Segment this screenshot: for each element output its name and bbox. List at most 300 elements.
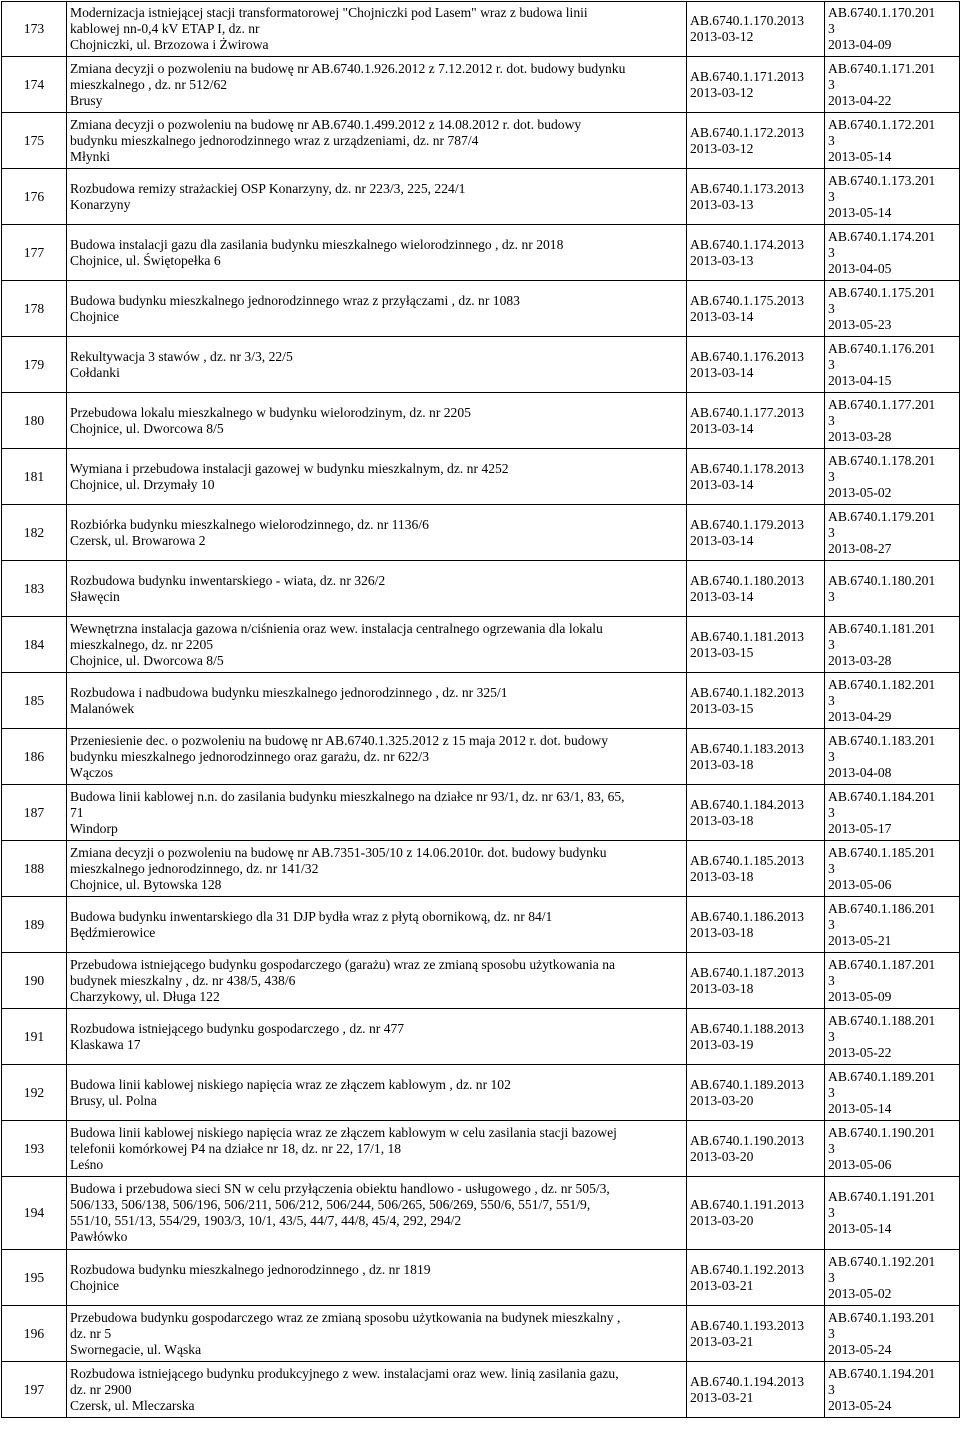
description-cell-line: Konarzyny — [70, 196, 131, 212]
description-cell — [67, 2, 687, 57]
description-cell-line: telefonii komórkowej P4 na działce nr 18, dz. nr 22, 17/1, 18 — [70, 1140, 402, 1156]
decision-cell-line: 2013-05-22 — [828, 1044, 892, 1060]
description-cell-line: Charzykowy, ul. Długa 122 — [70, 988, 220, 1004]
description-cell — [67, 897, 687, 953]
case-number-cell — [687, 841, 825, 897]
decision-cell-line: AB.6740.1.186.201 — [828, 900, 936, 916]
case-number-cell-line: AB.6740.1.173.2013 — [690, 180, 805, 196]
case-number-cell-line: 2013-03-14 — [690, 420, 754, 436]
case-number-cell-line: 2013-03-14 — [690, 308, 754, 324]
decision-cell-line: AB.6740.1.180.201 — [828, 572, 936, 588]
table-row — [2, 505, 960, 561]
decision-cell-line: AB.6740.1.181.201 — [828, 620, 936, 636]
row-number: 195 — [2, 1250, 67, 1306]
row-number: 176 — [2, 169, 67, 225]
description-cell-line: Budowa budynku inwentarskiego dla 31 DJP bydła wraz z płytą obornikową, dz. nr 84/1 — [70, 908, 553, 924]
decision-cell-line: AB.6740.1.187.201 — [828, 956, 936, 972]
case-number-cell-line: 2013-03-14 — [690, 532, 754, 548]
description-cell-line: Chojnice — [70, 308, 120, 324]
case-number-cell — [687, 337, 825, 393]
description-cell — [67, 113, 687, 169]
decision-cell-line: 3 — [828, 132, 835, 148]
decision-cell — [825, 281, 960, 337]
case-number-cell-line: 2013-03-12 — [690, 140, 754, 156]
description-cell — [67, 785, 687, 841]
table-row — [2, 1362, 960, 1418]
table-row — [2, 169, 960, 225]
description-cell-line: Przebudowa budynku gospodarczego wraz ze zmianą sposobu użytkowania na budynek mieszkalny , — [70, 1309, 621, 1325]
row-number: 189 — [2, 897, 67, 953]
case-number-cell-line: AB.6740.1.178.2013 — [690, 460, 805, 476]
case-number-cell — [687, 729, 825, 785]
decision-cell-line: 3 — [828, 748, 835, 764]
case-number-cell — [687, 561, 825, 617]
decision-cell-line: 3 — [828, 1028, 835, 1044]
case-number-cell — [687, 113, 825, 169]
description-cell-line: Chojnice — [70, 1277, 120, 1293]
description-cell — [67, 169, 687, 225]
table-row — [2, 1177, 960, 1250]
case-number-cell-line: AB.6740.1.176.2013 — [690, 348, 805, 364]
case-number-cell-line: AB.6740.1.179.2013 — [690, 516, 805, 532]
description-cell — [67, 337, 687, 393]
description-cell-line: Rozbudowa istniejącego budynku gospodarczego , dz. nr 477 — [70, 1020, 405, 1036]
decision-cell-line: AB.6740.1.184.201 — [828, 788, 936, 804]
decision-cell-line: 3 — [828, 588, 835, 604]
description-cell — [67, 841, 687, 897]
case-number-cell — [687, 505, 825, 561]
case-number-cell-line: AB.6740.1.175.2013 — [690, 292, 805, 308]
description-cell-line: Swornegacie, ul. Wąska — [70, 1341, 202, 1357]
decision-cell-line: 2013-04-29 — [828, 708, 892, 724]
description-cell-line: Rozbudowa budynku inwentarskiego - wiata, dz. nr 326/2 — [70, 572, 386, 588]
case-number-cell-line: 2013-03-18 — [690, 980, 754, 996]
case-number-cell-line: 2013-03-21 — [690, 1277, 754, 1293]
case-number-cell-line: 2013-03-14 — [690, 364, 754, 380]
table-row — [2, 393, 960, 449]
decision-cell — [825, 505, 960, 561]
decision-cell-line: 2013-05-06 — [828, 1156, 892, 1172]
row-number: 178 — [2, 281, 67, 337]
decision-cell-line: 2013-05-14 — [828, 1221, 892, 1236]
decision-cell-line: AB.6740.1.185.201 — [828, 844, 936, 860]
case-number-cell-line: 2013-03-15 — [690, 700, 754, 716]
description-cell — [67, 1065, 687, 1121]
case-number-cell — [687, 1306, 825, 1362]
decision-cell-line: 3 — [828, 188, 835, 204]
decision-cell-line: 3 — [828, 244, 835, 260]
decision-cell — [825, 2, 960, 57]
decision-cell-line: 2013-04-22 — [828, 92, 892, 108]
case-number-cell — [687, 393, 825, 449]
case-number-cell-line: AB.6740.1.191.2013 — [690, 1197, 805, 1212]
case-number-cell — [687, 897, 825, 953]
row-number: 188 — [2, 841, 67, 897]
row-number: 182 — [2, 505, 67, 561]
case-number-cell-line: AB.6740.1.193.2013 — [690, 1317, 805, 1333]
description-cell-line: Klaskawa 17 — [70, 1036, 141, 1052]
decision-cell-line: 3 — [828, 1269, 835, 1285]
row-number: 181 — [2, 449, 67, 505]
decision-cell — [825, 1362, 960, 1418]
decision-cell — [825, 785, 960, 841]
table-row — [2, 113, 960, 169]
row-number: 191 — [2, 1009, 67, 1065]
description-cell-line: mieszkalnego jednorodzinnego, dz. nr 141/32 — [70, 860, 319, 876]
case-number-cell-line: AB.6740.1.192.2013 — [690, 1261, 805, 1277]
decision-cell — [825, 1177, 960, 1250]
decision-cell-line: AB.6740.1.177.201 — [828, 396, 936, 412]
description-cell-line: budynku mieszkalnego jednorodzinnego oraz garażu, dz. nr 622/3 — [70, 748, 429, 764]
description-cell-line: Młynki — [70, 148, 111, 164]
case-number-cell — [687, 281, 825, 337]
description-cell-line: Windorp — [70, 820, 118, 836]
description-cell-line: budynek mieszkalny , dz. nr 438/5, 438/6 — [70, 972, 296, 988]
table-row — [2, 1121, 960, 1177]
table-row — [2, 225, 960, 281]
description-cell-line: Czersk, ul. Browarowa 2 — [70, 532, 206, 548]
decision-cell — [825, 393, 960, 449]
row-number: 183 — [2, 561, 67, 617]
case-number-cell — [687, 449, 825, 505]
case-number-cell-line: AB.6740.1.184.2013 — [690, 796, 805, 812]
decision-cell-line: 3 — [828, 916, 835, 932]
description-cell — [67, 673, 687, 729]
decision-cell-line: 3 — [828, 804, 835, 820]
decision-cell-line: AB.6740.1.170.201 — [828, 5, 936, 20]
decision-cell-line: AB.6740.1.176.201 — [828, 340, 936, 356]
decision-cell-line: 3 — [828, 21, 835, 36]
decision-cell-line: 3 — [828, 76, 835, 92]
decision-cell-line: 2013-05-14 — [828, 148, 892, 164]
case-number-cell — [687, 57, 825, 113]
description-cell-line: dz. nr 2900 — [70, 1381, 132, 1397]
decision-cell-line: 2013-05-14 — [828, 1100, 892, 1116]
decision-cell-line: 3 — [828, 468, 835, 484]
decision-cell-line: AB.6740.1.191.201 — [828, 1189, 936, 1204]
table-row — [2, 561, 960, 617]
decision-cell-line: 2013-08-27 — [828, 540, 892, 556]
decision-cell-line: 2013-03-28 — [828, 428, 892, 444]
table-row — [2, 337, 960, 393]
description-cell — [67, 617, 687, 673]
decision-cell-line: AB.6740.1.194.201 — [828, 1365, 936, 1381]
description-cell — [67, 1121, 687, 1177]
table-row — [2, 1306, 960, 1362]
description-cell-line: budynku mieszkalnego jednorodzinnego wraz z urządzeniami, dz. nr 787/4 — [70, 132, 479, 148]
description-cell-line: mieszkalnego, dz. nr 2205 — [70, 636, 214, 652]
case-number-cell-line: AB.6740.1.171.2013 — [690, 68, 805, 84]
description-cell-line: Budowa i przebudowa sieci SN w celu przyłączenia obiektu handlowo - usługowego , dz. nr 505/3, — [70, 1181, 610, 1196]
case-number-cell-line: 2013-03-18 — [690, 756, 754, 772]
case-number-cell-line: 2013-03-18 — [690, 924, 754, 940]
description-cell — [67, 505, 687, 561]
decision-cell — [825, 57, 960, 113]
row-number: 185 — [2, 673, 67, 729]
description-cell-line: Malanówek — [70, 700, 135, 716]
description-cell-line: Rozbudowa i nadbudowa budynku mieszkalnego jednorodzinnego , dz. nr 325/1 — [70, 684, 508, 700]
description-cell-line: Przeniesienie dec. o pozwoleniu na budowę nr AB.6740.1.325.2012 z 15 maja 2012 r. dot. budowy — [70, 732, 608, 748]
description-cell-line: Rekultywacja 3 stawów , dz. nr 3/3, 22/5 — [70, 348, 293, 364]
description-cell-line: Chojnice, ul. Świętopełka 6 — [70, 252, 221, 268]
decision-cell-line: 3 — [828, 300, 835, 316]
decision-cell-line: 3 — [828, 636, 835, 652]
description-cell — [67, 1009, 687, 1065]
decision-cell-line: 2013-04-15 — [828, 372, 892, 388]
description-cell-line: Chojniczki, ul. Brzozowa i Żwirowa — [70, 37, 269, 52]
description-cell-line: Chojnice, ul. Drzymały 10 — [70, 476, 215, 492]
register-table — [1, 1, 960, 1418]
case-number-cell-line: AB.6740.1.194.2013 — [690, 1373, 805, 1389]
decision-cell-line: 2013-04-09 — [828, 37, 892, 52]
decision-cell — [825, 449, 960, 505]
decision-cell — [825, 1121, 960, 1177]
row-number: 190 — [2, 953, 67, 1009]
case-number-cell-line: 2013-03-14 — [690, 476, 754, 492]
case-number-cell-line: 2013-03-14 — [690, 588, 754, 604]
description-cell-line: Zmiana decyzji o pozwoleniu na budowę nr AB.7351-305/10 z 14.06.2010r. dot. budowy budynku — [70, 844, 607, 860]
table-row — [2, 2, 960, 57]
table-row — [2, 953, 960, 1009]
decision-cell-line: 2013-05-02 — [828, 1285, 892, 1301]
case-number-cell-line: 2013-03-18 — [690, 812, 754, 828]
description-cell — [67, 1306, 687, 1362]
decision-cell-line: 2013-05-02 — [828, 484, 892, 500]
row-number: 177 — [2, 225, 67, 281]
case-number-cell-line: AB.6740.1.181.2013 — [690, 628, 805, 644]
description-cell — [67, 225, 687, 281]
register-body — [2, 2, 960, 1418]
description-cell-line: Rozbudowa remizy strażackiej OSP Konarzyny, dz. nr 223/3, 225, 224/1 — [70, 180, 466, 196]
description-cell-line: Brusy — [70, 92, 103, 108]
table-row — [2, 281, 960, 337]
decision-cell-line: 3 — [828, 1140, 835, 1156]
case-number-cell-line: AB.6740.1.180.2013 — [690, 572, 805, 588]
table-row — [2, 1250, 960, 1306]
case-number-cell-line: AB.6740.1.190.2013 — [690, 1132, 805, 1148]
case-number-cell-line: 2013-03-18 — [690, 868, 754, 884]
decision-cell — [825, 897, 960, 953]
description-cell-line: 506/133, 506/138, 506/196, 506/211, 506/212, 506/244, 506/265, 506/269, 550/6, 551/7, 551/9, — [70, 1197, 591, 1212]
table-row — [2, 897, 960, 953]
description-cell-line: Wewnętrzna instalacja gazowa n/ciśnienia oraz wew. instalacja centralnego ogrzewania dla lokalu — [70, 620, 603, 636]
row-number: 175 — [2, 113, 67, 169]
case-number-cell-line: 2013-03-15 — [690, 644, 754, 660]
table-row — [2, 841, 960, 897]
case-number-cell-line: 2013-03-20 — [690, 1213, 754, 1228]
decision-cell — [825, 1009, 960, 1065]
decision-cell-line: 2013-03-28 — [828, 652, 892, 668]
case-number-cell-line: AB.6740.1.172.2013 — [690, 124, 805, 140]
decision-cell-line: 2013-05-14 — [828, 204, 892, 220]
case-number-cell-line: AB.6740.1.186.2013 — [690, 908, 805, 924]
description-cell-line: Przebudowa istniejącego budynku gospodarczego (garażu) wraz ze zmianą sposobu użytkowania na — [70, 956, 616, 972]
decision-cell-line: 2013-05-17 — [828, 820, 892, 836]
decision-cell-line: AB.6740.1.192.201 — [828, 1253, 936, 1269]
decision-cell-line: AB.6740.1.182.201 — [828, 676, 936, 692]
decision-cell — [825, 337, 960, 393]
decision-cell-line: 2013-05-23 — [828, 316, 892, 332]
row-number: 194 — [2, 1177, 67, 1250]
description-cell-line: Cołdanki — [70, 364, 120, 380]
case-number-cell-line: 2013-03-20 — [690, 1092, 754, 1108]
decision-cell — [825, 561, 960, 617]
case-number-cell — [687, 1362, 825, 1418]
case-number-cell-line: AB.6740.1.185.2013 — [690, 852, 805, 868]
case-number-cell — [687, 953, 825, 1009]
table-row — [2, 57, 960, 113]
description-cell — [67, 1250, 687, 1306]
description-cell-line: Budowa linii kablowej niskiego napięcia wraz ze złączem kablowym , dz. nr 102 — [70, 1076, 511, 1092]
description-cell-line: Leśno — [70, 1156, 104, 1172]
decision-cell — [825, 617, 960, 673]
decision-cell — [825, 169, 960, 225]
decision-cell-line: AB.6740.1.174.201 — [828, 228, 936, 244]
description-cell — [67, 281, 687, 337]
row-number: 179 — [2, 337, 67, 393]
table-row — [2, 449, 960, 505]
decision-cell-line: AB.6740.1.189.201 — [828, 1068, 936, 1084]
decision-cell — [825, 113, 960, 169]
description-cell-line: Wymiana i przebudowa instalacji gazowej w budynku mieszkalnym, dz. nr 4252 — [70, 460, 509, 476]
table-row — [2, 673, 960, 729]
case-number-cell-line: AB.6740.1.188.2013 — [690, 1020, 805, 1036]
description-cell — [67, 1177, 687, 1250]
decision-cell-line: 3 — [828, 1325, 835, 1341]
description-cell-line: Przebudowa lokalu mieszkalnego w budynku wielorodzinym, dz. nr 2205 — [70, 404, 471, 420]
row-number: 197 — [2, 1362, 67, 1418]
decision-cell-line: AB.6740.1.183.201 — [828, 732, 936, 748]
table-row — [2, 785, 960, 841]
table-row — [2, 1009, 960, 1065]
description-cell-line: Budowa linii kablowej niskiego napięcia wraz ze złączem kablowym w celu zasilania stacji bazowej — [70, 1124, 617, 1140]
decision-cell-line: 2013-05-21 — [828, 932, 892, 948]
decision-cell-line: AB.6740.1.178.201 — [828, 452, 936, 468]
decision-cell-line: 3 — [828, 1205, 835, 1220]
row-number: 174 — [2, 57, 67, 113]
case-number-cell-line: 2013-03-13 — [690, 196, 754, 212]
table-row — [2, 1065, 960, 1121]
description-cell — [67, 729, 687, 785]
description-cell-line: Sławęcin — [70, 588, 120, 604]
description-cell-line: Chojnice, ul. Dworcowa 8/5 — [70, 652, 224, 668]
row-number: 196 — [2, 1306, 67, 1362]
description-cell — [67, 561, 687, 617]
case-number-cell — [687, 617, 825, 673]
row-number: 173 — [2, 2, 67, 57]
description-cell-line: dz. nr 5 — [70, 1325, 112, 1341]
description-cell-line: Rozbudowa budynku mieszkalnego jednorodzinnego , dz. nr 1819 — [70, 1261, 431, 1277]
description-cell-line: Modernizacja istniejącej stacji transformatorowej "Chojniczki pod Lasem" wraz z budowa linii — [70, 5, 588, 20]
case-number-cell — [687, 1250, 825, 1306]
table-row — [2, 617, 960, 673]
description-cell-line: kablowej nn-0,4 kV ETAP I, dz. nr — [70, 21, 260, 36]
decision-cell-line: AB.6740.1.175.201 — [828, 284, 936, 300]
description-cell-line: Rozbudowa istniejącego budynku produkcyjnego z wew. instalacjami oraz wew. linią zasilania gazu, — [70, 1365, 619, 1381]
decision-cell-line: 3 — [828, 356, 835, 372]
decision-cell-line: AB.6740.1.193.201 — [828, 1309, 936, 1325]
row-number: 184 — [2, 617, 67, 673]
description-cell-line: Zmiana decyzji o pozwoleniu na budowę nr AB.6740.1.499.2012 z 14.08.2012 r. dot. budowy — [70, 116, 582, 132]
case-number-cell-line: AB.6740.1.170.2013 — [690, 13, 805, 28]
decision-cell-line: 3 — [828, 524, 835, 540]
row-number: 187 — [2, 785, 67, 841]
description-cell-line: Chojnice, ul. Dworcowa 8/5 — [70, 420, 224, 436]
decision-cell-line: 2013-05-06 — [828, 876, 892, 892]
decision-cell-line: AB.6740.1.190.201 — [828, 1124, 936, 1140]
decision-cell-line: AB.6740.1.179.201 — [828, 508, 936, 524]
case-number-cell-line: AB.6740.1.174.2013 — [690, 236, 805, 252]
decision-cell-line: 3 — [828, 972, 835, 988]
case-number-cell — [687, 1065, 825, 1121]
case-number-cell — [687, 1121, 825, 1177]
decision-cell-line: 3 — [828, 692, 835, 708]
decision-cell-line: 2013-05-09 — [828, 988, 892, 1004]
description-cell-line: mieszkalnego , dz. nr 512/62 — [70, 76, 228, 92]
description-cell-line: 551/10, 551/13, 554/29, 1903/3, 10/1, 43/5, 44/7, 44/8, 45/4, 292, 294/2 — [70, 1213, 462, 1228]
row-number: 180 — [2, 393, 67, 449]
description-cell-line: Brusy, ul. Polna — [70, 1092, 157, 1108]
case-number-cell-line: AB.6740.1.182.2013 — [690, 684, 805, 700]
case-number-cell — [687, 785, 825, 841]
description-cell — [67, 449, 687, 505]
case-number-cell — [687, 2, 825, 57]
case-number-cell — [687, 225, 825, 281]
row-number: 193 — [2, 1121, 67, 1177]
description-cell-line: Budowa instalacji gazu dla zasilania budynku mieszkalnego wielorodzinnego , dz. nr 2018 — [70, 236, 564, 252]
case-number-cell-line: 2013-03-12 — [690, 29, 754, 44]
case-number-cell-line: 2013-03-21 — [690, 1333, 754, 1349]
row-number: 186 — [2, 729, 67, 785]
description-cell-line: Czersk, ul. Mleczarska — [70, 1397, 195, 1413]
decision-cell — [825, 1250, 960, 1306]
decision-cell-line: 3 — [828, 1381, 835, 1397]
case-number-cell-line: AB.6740.1.177.2013 — [690, 404, 805, 420]
decision-cell-line: AB.6740.1.188.201 — [828, 1012, 936, 1028]
description-cell-line: Wączos — [70, 764, 114, 780]
decision-cell-line: AB.6740.1.172.201 — [828, 116, 936, 132]
case-number-cell — [687, 1009, 825, 1065]
decision-cell — [825, 841, 960, 897]
decision-cell — [825, 673, 960, 729]
decision-cell — [825, 953, 960, 1009]
decision-cell — [825, 1065, 960, 1121]
description-cell — [67, 57, 687, 113]
case-number-cell-line: 2013-03-13 — [690, 252, 754, 268]
description-cell-line: Rozbiórka budynku mieszkalnego wielorodzinnego, dz. nr 1136/6 — [70, 516, 429, 532]
decision-cell-line: AB.6740.1.173.201 — [828, 172, 936, 188]
row-number: 192 — [2, 1065, 67, 1121]
case-number-cell-line: AB.6740.1.183.2013 — [690, 740, 805, 756]
description-cell-line: Budowa budynku mieszkalnego jednorodzinnego wraz z przyłączami , dz. nr 1083 — [70, 292, 520, 308]
description-cell-line: Będźmierowice — [70, 924, 156, 940]
case-number-cell-line: 2013-03-19 — [690, 1036, 754, 1052]
decision-cell-line: 3 — [828, 1084, 835, 1100]
decision-cell-line: 3 — [828, 860, 835, 876]
decision-cell-line: AB.6740.1.171.201 — [828, 60, 936, 76]
description-cell-line: Budowa linii kablowej n.n. do zasilania budynku mieszkalnego na działce nr 93/1, dz. nr 63/1, 83, 65, — [70, 788, 625, 804]
decision-cell-line: 2013-04-05 — [828, 260, 892, 276]
description-cell-line: Chojnice, ul. Bytowska 128 — [70, 876, 222, 892]
case-number-cell-line: AB.6740.1.187.2013 — [690, 964, 805, 980]
decision-cell-line: 3 — [828, 412, 835, 428]
case-number-cell — [687, 169, 825, 225]
case-number-cell — [687, 1177, 825, 1250]
decision-cell-line: 2013-05-24 — [828, 1341, 892, 1357]
table-row — [2, 729, 960, 785]
description-cell — [67, 1362, 687, 1418]
description-cell-line: Zmiana decyzji o pozwoleniu na budowę nr AB.6740.1.926.2012 z 7.12.2012 r. dot. budowy budynku — [70, 60, 626, 76]
